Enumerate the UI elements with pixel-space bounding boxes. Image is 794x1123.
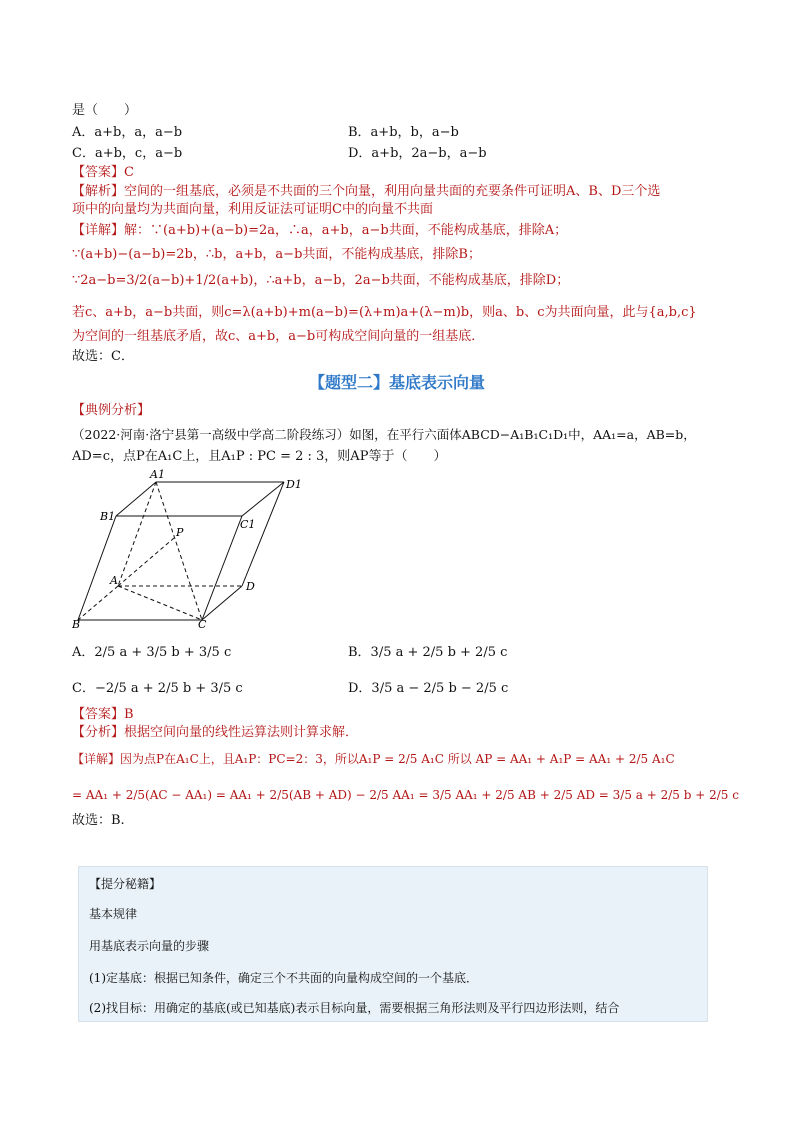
label-d1: D1 bbox=[286, 478, 302, 491]
label-a1: A1 bbox=[150, 468, 165, 481]
analysis-tag: 【解析】 bbox=[72, 184, 125, 199]
edge-c1-c bbox=[202, 516, 242, 620]
detail-tag: 【详解】 bbox=[72, 223, 125, 238]
detail-tag: 【详解】 bbox=[72, 752, 121, 766]
label-a: A bbox=[110, 574, 118, 587]
q1-option-c: C．a+b，c，a−b bbox=[72, 146, 183, 161]
q2-answer bbox=[72, 706, 134, 724]
q1-analysis-line-2: 项中的向量均为共面向量，利用反证法可证明C中的向量不共面 bbox=[72, 202, 433, 217]
q2-stem-line-2: AD=c，点P在A₁C上，且A₁P : PC = 2 : 3，则AP等于（ ） bbox=[72, 449, 447, 464]
q1-answer bbox=[72, 164, 134, 182]
q2-option-d: D．3/5 a − 2/5 b − 2/5 c bbox=[348, 681, 509, 696]
tips-step-2: (2)找目标：用确定的基底(或已知基底)表示目标向量，需要根据三角形法则及平行四边形法则，结合 bbox=[89, 1001, 620, 1015]
detail-text-1: 因为点P在A₁C上，且A₁P：PC=2：3，所以A₁P = 2/5 A₁C 所以 AP = AA₁ + A₁P = AA₁ + 2/5 A₁C bbox=[120, 752, 675, 766]
q1-option-a: A．a+b，a，a−b bbox=[72, 125, 183, 140]
label-b: B bbox=[72, 618, 81, 628]
q2-detail-line-2: = AA₁ + 2/5(AC − AA₁) = AA₁ + 2/5(AB + AD) − 2/5 AA₁ = 3/5 AA₁ + 2/5 AB + 2/5 AD = 3/5 a + 2/5 b + 2/5 c bbox=[72, 788, 739, 802]
answer-value: C bbox=[124, 165, 134, 180]
label-c1: C1 bbox=[240, 518, 256, 531]
edge-c1-d1 bbox=[242, 482, 284, 516]
label-b1: B1 bbox=[100, 510, 116, 523]
label-d: D bbox=[246, 580, 255, 593]
q1-detail-line-4: 若c、a+b，a−b共面，则c=λ(a+b)+m(a−b)=(λ+m)a+(λ−m)b，则a、b、c为共面向量，此与{a,b,c} bbox=[72, 305, 697, 320]
q1-stem-tail: 是（ ） bbox=[72, 103, 138, 118]
q2-detail-line-1 bbox=[72, 750, 675, 768]
answer-tag: 【答案】 bbox=[72, 707, 125, 722]
q1-detail-line-2: ∵(a+b)−(a−b)=2b，∴b，a+b，a−b共面，不能构成基底，排除B； bbox=[72, 247, 481, 262]
tips-heading: 用基底表示向量的步骤 bbox=[89, 939, 210, 953]
q1-detail-line-5: 为空间的一组基底矛盾，故c、a+b，a−b可构成空间向量的一组基底． bbox=[72, 329, 485, 344]
q2-option-b: B．3/5 a + 2/5 b + 2/5 c bbox=[348, 645, 508, 660]
detail-text-1: 解：∵(a+b)+(a−b)=2a，∴a，a+b，a−b共面，不能构成基底，排除A； bbox=[124, 223, 568, 238]
q2-example-tag: 【典例分析】 bbox=[72, 403, 151, 418]
section-title: 【题型二】基底表示向量 bbox=[308, 373, 485, 392]
edge-a1-b1 bbox=[116, 482, 156, 516]
tips-subtitle: 基本规律 bbox=[89, 907, 138, 921]
q1-option-b: B．a+b，b，a−b bbox=[348, 125, 459, 140]
q1-option-d: D．a+b，2a−b，a−b bbox=[348, 146, 487, 161]
q1-detail-line-3: ∵2a−b=3/2(a−b)+1/2(a+b)，∴a+b，a−b，2a−b共面，不能构成基底，排除D； bbox=[72, 273, 570, 288]
q1-choose: 故选：C． bbox=[72, 349, 134, 364]
tips-title: 【提分秘籍】 bbox=[89, 877, 162, 891]
edge-b1-b bbox=[78, 516, 116, 620]
parallelepiped-figure bbox=[72, 468, 312, 628]
analysis-tag: 【分析】 bbox=[72, 725, 125, 740]
q2-choose: 故选：B. bbox=[72, 813, 125, 828]
edge-c-d bbox=[202, 586, 242, 620]
q2-option-c: C．−2/5 a + 2/5 b + 3/5 c bbox=[72, 681, 243, 696]
tips-box bbox=[78, 866, 708, 1022]
diagonal-a1-c bbox=[156, 482, 202, 620]
tips-step-1: (1)定基底：根据已知条件，确定三个不共面的向量构成空间的一个基底． bbox=[89, 971, 479, 985]
label-p: P bbox=[176, 526, 184, 539]
answer-tag: 【答案】 bbox=[72, 165, 125, 180]
answer-value: B bbox=[124, 707, 134, 722]
q2-option-a: A．2/5 a + 3/5 b + 3/5 c bbox=[72, 645, 232, 660]
label-c: C bbox=[198, 618, 207, 628]
diagonal-a-c bbox=[118, 586, 202, 620]
edge-d1-d bbox=[242, 482, 284, 586]
q2-analysis bbox=[72, 724, 358, 742]
q2-stem-line-1: （2022·河南·洛宁县第一高级中学高二阶段练习）如图，在平行六面体ABCD−A₁B₁C₁D₁中，AA₁=a，AB=b， bbox=[72, 427, 696, 442]
analysis-text: 根据空间向量的线性运算法则计算求解． bbox=[124, 725, 359, 740]
analysis-text-1: 空间的一组基底，必须是不共面的三个向量，利用向量共面的充要条件可证明A、B、D三个选 bbox=[124, 184, 661, 199]
q1-analysis-line-1 bbox=[72, 183, 660, 201]
q1-detail-line-1 bbox=[72, 222, 567, 240]
